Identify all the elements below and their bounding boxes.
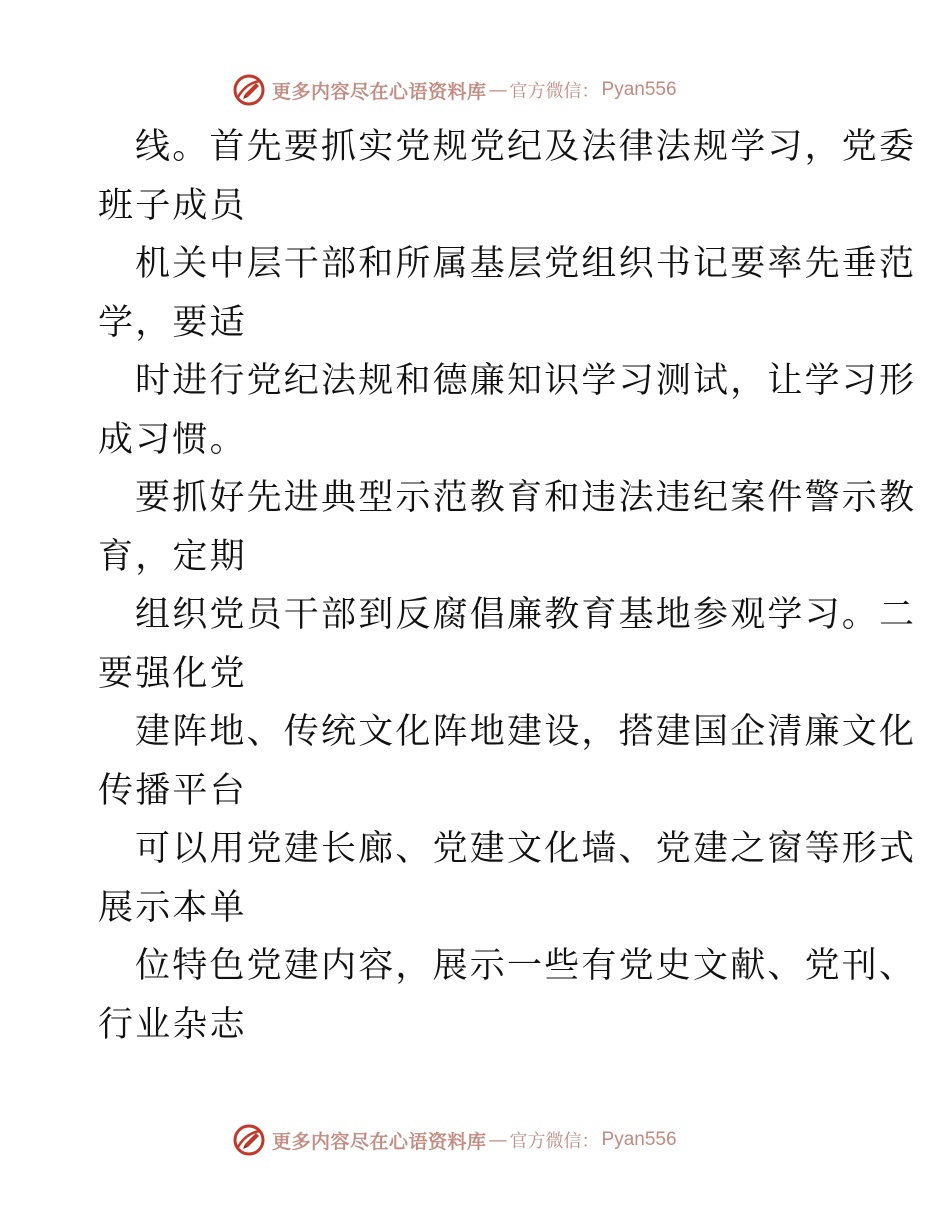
header-separator: —	[488, 79, 508, 101]
footer-site-text: 更多内容尽在心语资料库	[272, 1130, 487, 1153]
header-official-label: 官方微信：	[509, 81, 600, 102]
pen-logo-icon	[232, 1123, 266, 1157]
text-line: 建阵地、传统文化阵地建设，搭建国企清廉文化	[135, 712, 917, 752]
text-line: 位特色党建内容，展示一些有党史文献、党刊、	[135, 946, 917, 986]
text-line: 时进行党纪法规和德廉知识学习测试，让学习形	[135, 361, 917, 401]
text-line: 组织党员干部到反腐倡廉教育基地参观学习。二	[135, 595, 917, 635]
text-line: 学，要适	[98, 302, 247, 343]
text-line: 机关中层干部和所属基层党组织书记要率先垂范	[135, 244, 917, 284]
text-line: 成习惯。	[98, 419, 247, 460]
header-watermark	[232, 70, 677, 110]
text-line: 要抓好先进典型示范教育和违法违纪案件警示教	[135, 478, 917, 518]
header-wechat-id: Pyan556	[601, 79, 677, 100]
text-line: 行业杂志	[98, 1004, 247, 1045]
text-line: 育，定期	[98, 536, 247, 577]
text-line: 展示本单	[98, 887, 247, 928]
text-line: 要强化党	[98, 653, 247, 694]
text-line: 传播平台	[98, 770, 247, 811]
text-line: 可以用党建长廊、党建文化墙、党建之窗等形式	[135, 829, 917, 869]
footer-separator: —	[488, 1129, 508, 1151]
footer-watermark	[232, 1120, 677, 1160]
footer-wechat-id: Pyan556	[601, 1129, 677, 1150]
text-line: 班子成员	[98, 185, 247, 226]
footer-official-label: 官方微信：	[509, 1131, 600, 1152]
header-site-text: 更多内容尽在心语资料库	[272, 80, 487, 103]
text-line: 线。首先要抓实党规党纪及法律法规学习，党委	[135, 127, 917, 167]
pen-logo-icon	[232, 73, 266, 107]
body-text	[98, 118, 917, 1054]
